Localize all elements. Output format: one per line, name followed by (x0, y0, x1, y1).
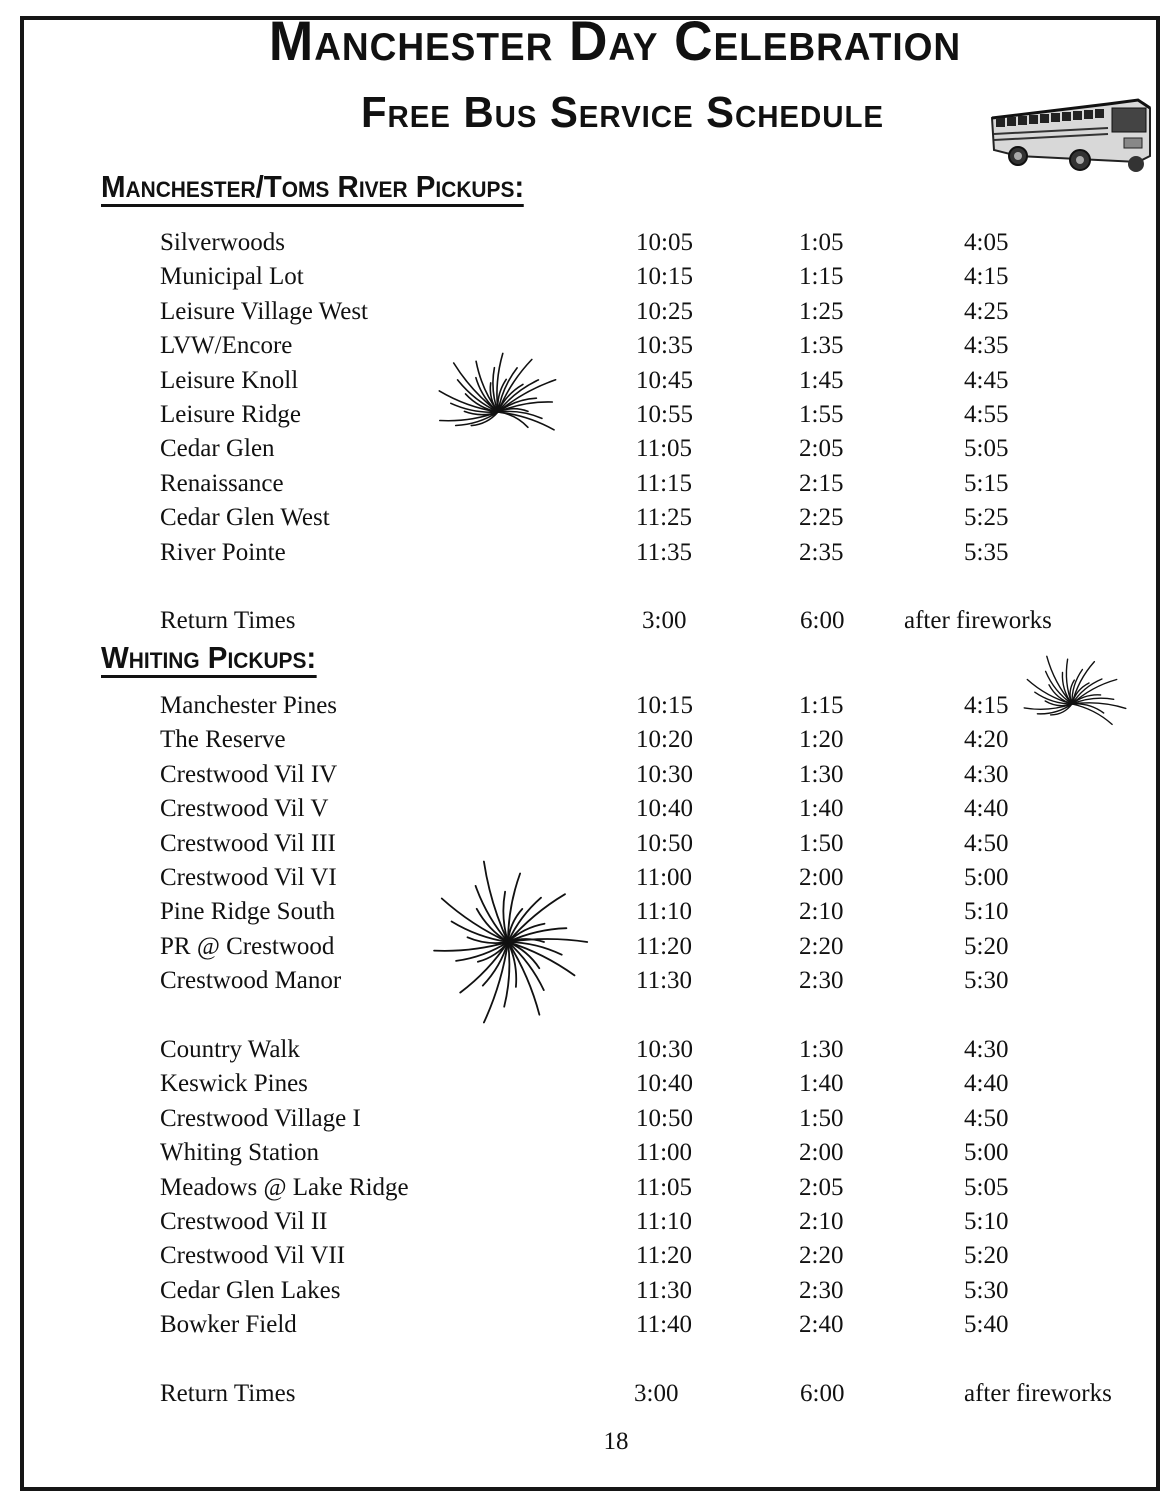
pickup-time: 10:15 (636, 692, 693, 719)
table-row (0, 467, 1174, 501)
stop-name: River Pointe (160, 538, 286, 566)
pickup-time: 11:20 (636, 1242, 693, 1270)
pickup-time: 10:30 (636, 1036, 693, 1063)
page-subtitle: Free Bus Service Schedule (360, 88, 885, 137)
stop-name: Return Times (160, 607, 296, 634)
pickup-time: 2:00 (799, 1139, 844, 1167)
pickup-time: 1:15 (799, 692, 844, 719)
pickup-time: 5:05 (964, 1173, 1009, 1201)
fireworks-icon (426, 852, 590, 1028)
pickup-time: 5:10 (964, 898, 1009, 926)
pickup-time: 10:35 (636, 332, 693, 360)
stop-name: Country Walk (160, 1036, 300, 1063)
stop-name: LVW/Encore (160, 332, 293, 360)
pickup-time: 5:35 (964, 538, 1009, 566)
pickup-time: 2:10 (799, 898, 844, 926)
pickup-time: 10:50 (636, 1104, 693, 1132)
pickup-time: 11:00 (636, 864, 693, 891)
pickup-time: 2:15 (799, 469, 844, 497)
pickup-time: 4:35 (964, 332, 1009, 360)
pickup-time: 1:35 (799, 332, 844, 360)
stop-name: Leisure Ridge (160, 401, 301, 428)
pickup-time: 11:35 (636, 538, 693, 566)
table-row (0, 295, 1174, 329)
pickup-time: 5:00 (964, 1139, 1009, 1167)
stop-name: Crestwood Vil IV (160, 760, 338, 788)
pickup-time: 2:35 (799, 538, 844, 566)
pickup-time: 2:05 (799, 435, 844, 463)
pickup-time: 1:15 (799, 263, 844, 291)
pickup-time: 11:10 (636, 1208, 693, 1235)
table-row (0, 1205, 1174, 1239)
stop-name: Whiting Station (160, 1139, 320, 1167)
stop-name: PR @ Crestwood (160, 932, 335, 960)
pickup-time: 11:15 (636, 469, 693, 497)
pickup-time: 10:05 (636, 229, 693, 256)
table-row (0, 1102, 1174, 1136)
table-row (0, 1033, 1174, 1067)
pickup-time: 4:45 (964, 366, 1009, 394)
pickup-time: 4:50 (964, 1104, 1009, 1132)
pickup-time: 1:30 (799, 1036, 844, 1063)
pickup-time: 1:55 (799, 401, 844, 428)
school-bus-icon (988, 94, 1154, 174)
pickup-time: 1:40 (799, 795, 844, 823)
pickup-time: 4:50 (964, 829, 1009, 857)
table-row (0, 501, 1174, 535)
pickup-time: 1:30 (799, 760, 844, 788)
pickup-time: 1:45 (799, 366, 844, 394)
pickup-time: 1:05 (799, 229, 844, 256)
pickup-time: 2:25 (799, 504, 844, 532)
pickup-time: 2:30 (799, 967, 844, 995)
pickup-time: 4:40 (964, 795, 1009, 823)
pickup-time: 4:25 (964, 297, 1009, 325)
table-row (0, 329, 1174, 363)
pickup-time: 2:30 (799, 1276, 844, 1304)
pickup-time: 4:40 (964, 1070, 1009, 1098)
pickup-time: 3:00 (634, 1380, 679, 1407)
section-heading-manchester: Manchester/Toms River Pickups: (101, 172, 524, 207)
stop-name: Cedar Glen (160, 435, 275, 463)
stop-name: Crestwood Vil VII (160, 1242, 346, 1270)
pickup-time: 11:20 (636, 932, 693, 960)
pickup-time: 11:10 (636, 898, 693, 926)
pickup-time: 2:40 (799, 1311, 844, 1339)
table-row (0, 792, 1174, 826)
stop-name: Crestwood Vil V (160, 795, 329, 823)
pickup-time: after fireworks (904, 607, 1052, 634)
table-row (0, 1136, 1174, 1170)
pickup-time: 6:00 (800, 607, 845, 634)
return-times-row (0, 1377, 1174, 1411)
fireworks-icon (1016, 644, 1128, 726)
table-row (0, 364, 1174, 398)
return-times-row (0, 604, 1174, 638)
stop-name: Crestwood Vil II (160, 1208, 328, 1235)
pickup-time: 2:10 (799, 1208, 844, 1235)
table-row (0, 536, 1174, 570)
page-title: Manchester Day Celebration (268, 9, 962, 72)
pickup-time: 11:25 (636, 504, 693, 532)
table-row (0, 1239, 1174, 1273)
stop-name: Renaissance (160, 469, 284, 497)
table-row (0, 432, 1174, 466)
pickup-time: 4:05 (964, 229, 1009, 256)
pickup-time: 11:05 (636, 1173, 693, 1201)
pickup-time: 4:15 (964, 263, 1009, 291)
pickup-time: 1:40 (799, 1070, 844, 1098)
pickup-time: 3:00 (642, 607, 687, 634)
pickup-time: 5:30 (964, 967, 1009, 995)
pickup-time: 4:20 (964, 726, 1009, 754)
stop-name: Crestwood Village I (160, 1104, 361, 1132)
pickup-time: 11:30 (636, 1276, 693, 1304)
stop-name: Manchester Pines (160, 692, 338, 719)
stop-name: Bowker Field (160, 1311, 297, 1339)
table-row (0, 1171, 1174, 1205)
pickup-time: 2:20 (799, 1242, 844, 1270)
pickup-time: 10:55 (636, 401, 693, 428)
stop-name: Crestwood Vil III (160, 829, 336, 857)
table-row (0, 260, 1174, 294)
stop-name: Meadows @ Lake Ridge (160, 1173, 409, 1201)
page-number: 18 (603, 1428, 629, 1455)
pickup-time: 1:25 (799, 297, 844, 325)
pickup-time: 5:00 (964, 864, 1009, 891)
section-heading-whiting: Whiting Pickups: (101, 643, 316, 678)
pickup-time: 11:00 (636, 1139, 693, 1167)
pickup-time: 10:40 (636, 1070, 693, 1098)
stop-name: Crestwood Vil VI (160, 864, 337, 891)
pickup-time: 5:30 (964, 1276, 1009, 1304)
pickup-time: 10:25 (636, 297, 693, 325)
pickup-time: 4:15 (964, 692, 1009, 719)
pickup-time: 5:10 (964, 1208, 1009, 1235)
table-row (0, 723, 1174, 757)
table-row (0, 226, 1174, 260)
pickup-time: 2:20 (799, 932, 844, 960)
firework-streak (498, 412, 554, 430)
pickup-time: 1:50 (799, 829, 844, 857)
pickup-time: 1:50 (799, 1104, 844, 1132)
pickup-time: 5:20 (964, 1242, 1009, 1270)
pickup-time: 10:50 (636, 829, 693, 857)
pickup-time: 10:20 (636, 726, 693, 754)
pickup-time: 5:15 (964, 469, 1009, 497)
pickup-time: 11:05 (636, 435, 693, 463)
fireworks-icon (428, 342, 568, 438)
stop-name: Return Times (160, 1380, 296, 1407)
pickup-time: 10:15 (636, 263, 693, 291)
pickup-time: 4:30 (964, 760, 1009, 788)
pickup-time: 2:00 (799, 864, 844, 891)
pickup-time: 11:40 (636, 1311, 693, 1339)
table-row (0, 1067, 1174, 1101)
pickup-time: 10:30 (636, 760, 693, 788)
pickup-time: 4:55 (964, 401, 1009, 428)
table-row (0, 758, 1174, 792)
pickup-time: 5:25 (964, 504, 1009, 532)
stop-name: Municipal Lot (160, 263, 304, 291)
stop-name: Crestwood Manor (160, 967, 342, 995)
table-row (0, 398, 1174, 432)
pickup-time: 5:40 (964, 1311, 1009, 1339)
pickup-time: 10:40 (636, 795, 693, 823)
pickup-time: 11:30 (636, 967, 693, 995)
pickup-time: 5:05 (964, 435, 1009, 463)
stop-name: Leisure Knoll (160, 366, 299, 394)
pickup-time: 5:20 (964, 932, 1009, 960)
pickup-time: 10:45 (636, 366, 693, 394)
pickup-time: 4:30 (964, 1036, 1009, 1063)
stop-name: Cedar Glen West (160, 504, 330, 532)
pickup-time: 2:05 (799, 1173, 844, 1201)
table-row (0, 689, 1174, 723)
table-row (0, 1308, 1174, 1342)
pickup-time: 1:20 (799, 726, 844, 754)
stop-name: Pine Ridge South (160, 898, 336, 926)
pickup-time: after fireworks (964, 1380, 1112, 1407)
stop-name: Cedar Glen Lakes (160, 1276, 341, 1304)
stop-name: Leisure Village West (160, 297, 369, 325)
stop-name: Silverwoods (160, 229, 285, 256)
pickup-time: 6:00 (800, 1380, 845, 1407)
stop-name: The Reserve (160, 726, 286, 754)
table-row (0, 1274, 1174, 1308)
stop-name: Keswick Pines (160, 1070, 308, 1098)
